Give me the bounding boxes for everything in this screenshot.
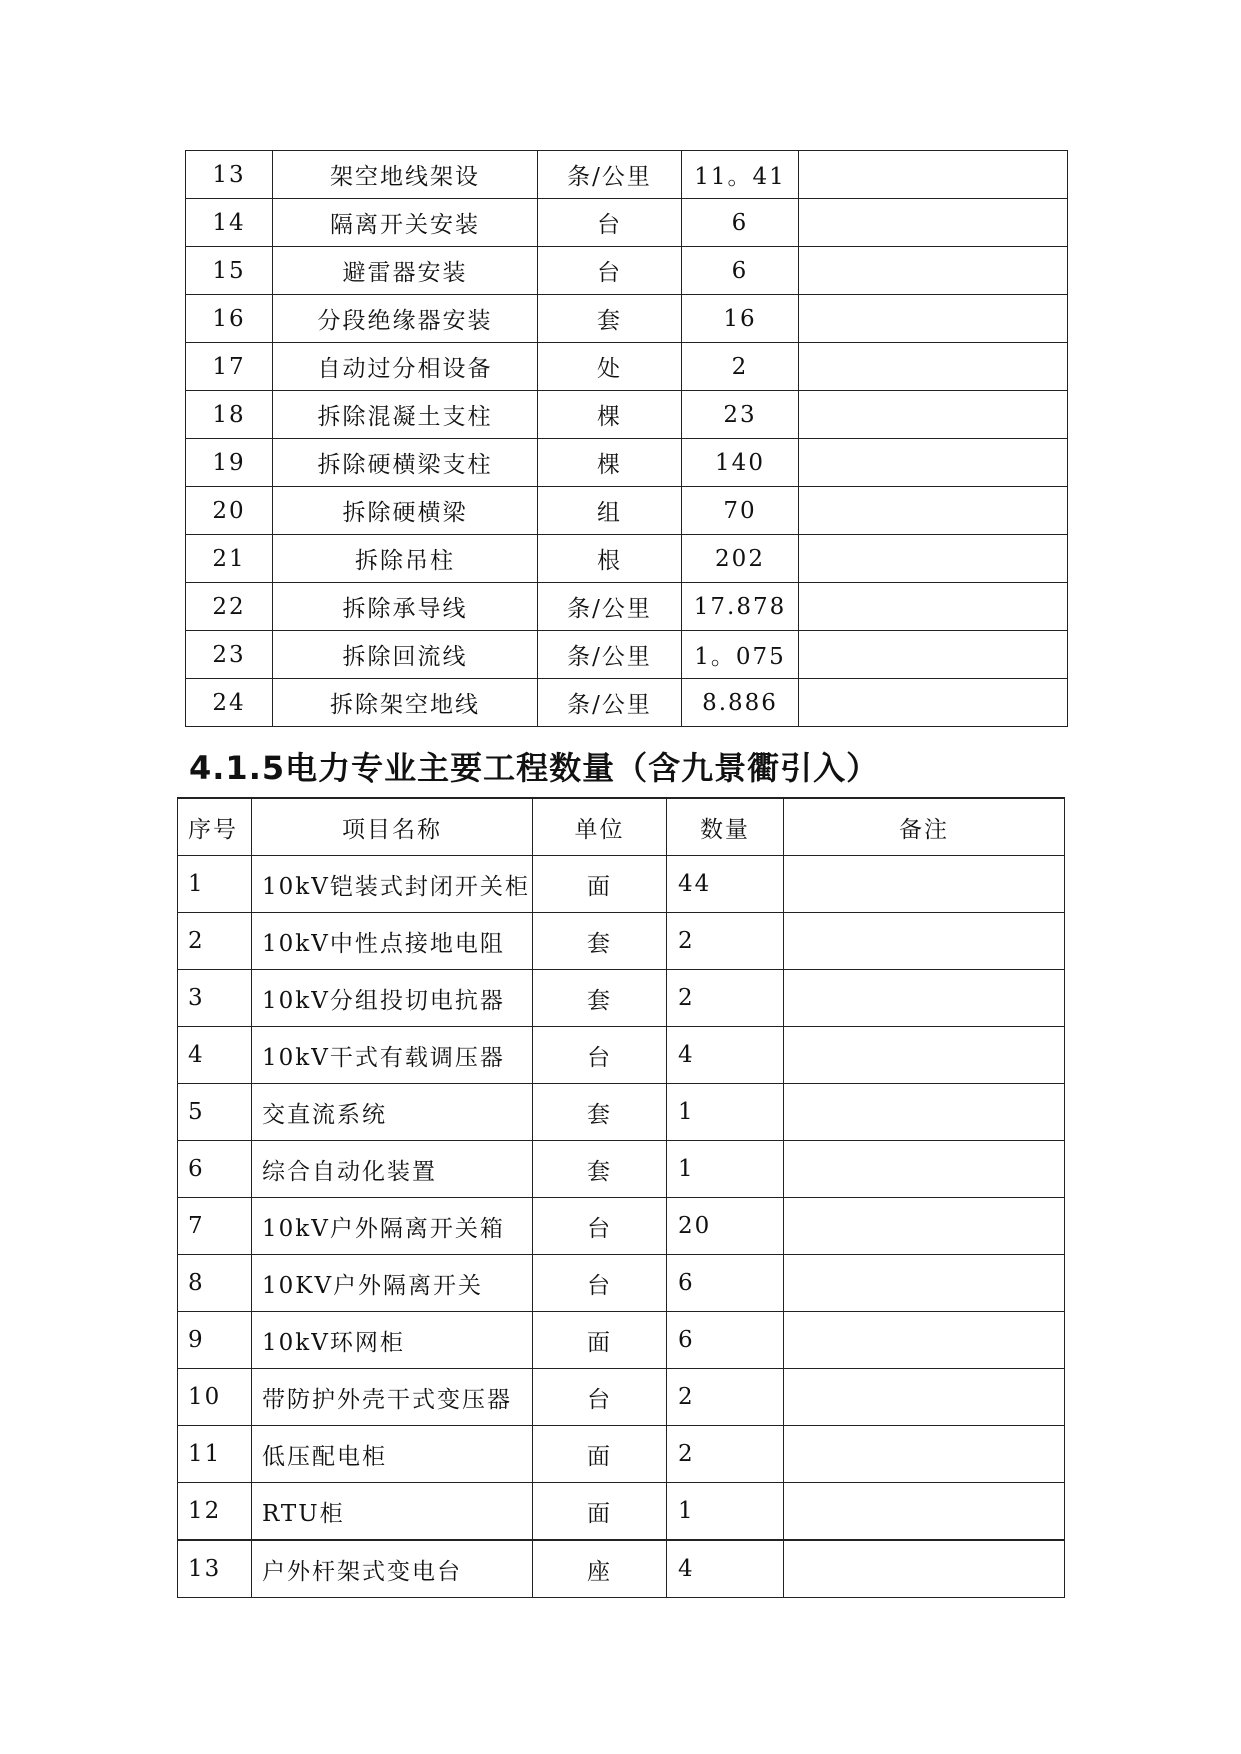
table-header-row <box>178 798 1065 856</box>
table-row <box>178 1027 1065 1084</box>
cell-unit: 套 <box>533 1141 667 1198</box>
cell-name: 10KV户外隔离开关 <box>252 1255 533 1312</box>
cell-name: 交直流系统 <box>252 1084 533 1141</box>
cell-qty: 23 <box>682 391 799 439</box>
cell-note <box>799 343 1068 391</box>
table-row <box>178 1540 1065 1598</box>
cell-name: 架空地线架设 <box>273 151 538 199</box>
cell-name: 综合自动化装置 <box>252 1141 533 1198</box>
cell-unit: 台 <box>538 247 682 295</box>
cell-note <box>799 583 1068 631</box>
cell-name: RTU柜 <box>252 1483 533 1541</box>
cell-qty: 1 <box>667 1084 784 1141</box>
header-qty: 数量 <box>667 798 784 856</box>
cell-no: 3 <box>178 970 252 1027</box>
table-row <box>186 631 1068 679</box>
table-row <box>178 856 1065 913</box>
cell-qty: 1。075 <box>682 631 799 679</box>
cell-note <box>784 1084 1065 1141</box>
cell-unit: 台 <box>533 1369 667 1426</box>
cell-name: 带防护外壳干式变压器 <box>252 1369 533 1426</box>
cell-note <box>784 1483 1065 1541</box>
cell-qty: 70 <box>682 487 799 535</box>
table-row <box>186 343 1068 391</box>
cell-unit: 面 <box>533 856 667 913</box>
cell-unit: 条/公里 <box>538 679 682 727</box>
cell-unit: 台 <box>533 1198 667 1255</box>
table-row <box>186 535 1068 583</box>
cell-name: 低压配电柜 <box>252 1426 533 1483</box>
cell-qty: 6 <box>667 1255 784 1312</box>
cell-qty: 4 <box>667 1027 784 1084</box>
cell-note <box>799 535 1068 583</box>
cell-note <box>784 1540 1065 1598</box>
cell-no: 6 <box>178 1141 252 1198</box>
cell-note <box>799 247 1068 295</box>
cell-note <box>799 679 1068 727</box>
table-row <box>178 1141 1065 1198</box>
cell-no: 2 <box>178 913 252 970</box>
cell-qty: 6 <box>667 1312 784 1369</box>
cell-unit: 面 <box>533 1483 667 1541</box>
cell-unit: 根 <box>538 535 682 583</box>
cell-no: 16 <box>186 295 273 343</box>
cell-name: 10kV干式有载调压器 <box>252 1027 533 1084</box>
power-engineering-quantity-table <box>177 797 1065 1598</box>
cell-unit: 面 <box>533 1426 667 1483</box>
cell-unit: 棵 <box>538 391 682 439</box>
cell-name: 避雷器安装 <box>273 247 538 295</box>
cell-name: 拆除架空地线 <box>273 679 538 727</box>
cell-no: 19 <box>186 439 273 487</box>
table-row <box>178 1198 1065 1255</box>
table-row <box>186 391 1068 439</box>
table-row <box>186 199 1068 247</box>
cell-name: 拆除硬横梁支柱 <box>273 439 538 487</box>
cell-unit: 处 <box>538 343 682 391</box>
cell-no: 22 <box>186 583 273 631</box>
table-row <box>186 679 1068 727</box>
cell-qty: 2 <box>682 343 799 391</box>
cell-qty: 2 <box>667 970 784 1027</box>
table-row <box>186 295 1068 343</box>
cell-note <box>799 391 1068 439</box>
cell-no: 21 <box>186 535 273 583</box>
cell-unit: 条/公里 <box>538 631 682 679</box>
cell-no: 8 <box>178 1255 252 1312</box>
cell-note <box>799 199 1068 247</box>
cell-unit: 套 <box>538 295 682 343</box>
cell-no: 24 <box>186 679 273 727</box>
cell-qty: 2 <box>667 1426 784 1483</box>
table-row <box>186 247 1068 295</box>
cell-qty: 6 <box>682 199 799 247</box>
cell-no: 14 <box>186 199 273 247</box>
cell-unit: 条/公里 <box>538 151 682 199</box>
cell-note <box>784 970 1065 1027</box>
table-row <box>178 1426 1065 1483</box>
cell-unit: 台 <box>538 199 682 247</box>
table-row <box>178 1369 1065 1426</box>
cell-note <box>799 631 1068 679</box>
table-row <box>186 439 1068 487</box>
cell-name: 拆除承导线 <box>273 583 538 631</box>
cell-no: 11 <box>178 1426 252 1483</box>
cell-qty: 2 <box>667 1369 784 1426</box>
cell-qty: 1 <box>667 1141 784 1198</box>
cell-unit: 座 <box>533 1540 667 1598</box>
cell-note <box>784 1255 1065 1312</box>
table-row <box>178 1483 1065 1541</box>
cell-no: 10 <box>178 1369 252 1426</box>
table-row <box>178 1255 1065 1312</box>
cell-qty: 140 <box>682 439 799 487</box>
cell-no: 4 <box>178 1027 252 1084</box>
cell-note <box>784 856 1065 913</box>
cell-no: 15 <box>186 247 273 295</box>
cell-name: 拆除硬横梁 <box>273 487 538 535</box>
cell-qty: 44 <box>667 856 784 913</box>
cell-unit: 套 <box>533 1084 667 1141</box>
cell-no: 7 <box>178 1198 252 1255</box>
table-row <box>178 913 1065 970</box>
table-row <box>178 1084 1065 1141</box>
cell-qty: 8.886 <box>682 679 799 727</box>
cell-name: 户外杆架式变电台 <box>252 1540 533 1598</box>
cell-no: 20 <box>186 487 273 535</box>
cell-qty: 202 <box>682 535 799 583</box>
cell-no: 18 <box>186 391 273 439</box>
cell-note <box>799 151 1068 199</box>
cell-name: 自动过分相设备 <box>273 343 538 391</box>
cell-note <box>784 1426 1065 1483</box>
cell-no: 13 <box>178 1540 252 1598</box>
cell-unit: 组 <box>538 487 682 535</box>
cell-name: 隔离开关安装 <box>273 199 538 247</box>
cell-qty: 6 <box>682 247 799 295</box>
table-row <box>186 583 1068 631</box>
cell-qty: 11。41 <box>682 151 799 199</box>
cell-name: 10kV环网柜 <box>252 1312 533 1369</box>
cell-note <box>784 1141 1065 1198</box>
cell-name: 10kV户外隔离开关箱 <box>252 1198 533 1255</box>
section-heading: 4.1.5电力专业主要工程数量（含九景衢引入） <box>189 749 880 787</box>
cell-no: 13 <box>186 151 273 199</box>
cell-note <box>784 1312 1065 1369</box>
cell-unit: 套 <box>533 913 667 970</box>
cell-name: 拆除混凝土支柱 <box>273 391 538 439</box>
cell-no: 1 <box>178 856 252 913</box>
cell-name: 拆除吊柱 <box>273 535 538 583</box>
cell-note <box>784 1027 1065 1084</box>
cell-unit: 台 <box>533 1027 667 1084</box>
cell-unit: 条/公里 <box>538 583 682 631</box>
cell-note <box>799 295 1068 343</box>
cell-qty: 20 <box>667 1198 784 1255</box>
cell-qty: 17.878 <box>682 583 799 631</box>
header-unit: 单位 <box>533 798 667 856</box>
table-row <box>178 970 1065 1027</box>
cell-name: 10kV中性点接地电阻 <box>252 913 533 970</box>
cell-no: 12 <box>178 1483 252 1541</box>
cell-note <box>784 913 1065 970</box>
cell-name: 10kV分组投切电抗器 <box>252 970 533 1027</box>
cell-qty: 16 <box>682 295 799 343</box>
cell-unit: 套 <box>533 970 667 1027</box>
cell-qty: 2 <box>667 913 784 970</box>
cell-note <box>784 1198 1065 1255</box>
overhead-line-quantity-table <box>185 150 1068 727</box>
cell-no: 9 <box>178 1312 252 1369</box>
cell-name: 10kV铠装式封闭开关柜 <box>252 856 533 913</box>
cell-note <box>799 487 1068 535</box>
cell-unit: 面 <box>533 1312 667 1369</box>
cell-no: 23 <box>186 631 273 679</box>
table-row <box>186 487 1068 535</box>
cell-unit: 棵 <box>538 439 682 487</box>
cell-no: 17 <box>186 343 273 391</box>
table-row <box>186 151 1068 199</box>
cell-qty: 1 <box>667 1483 784 1541</box>
cell-name: 拆除回流线 <box>273 631 538 679</box>
header-no: 序号 <box>178 798 252 856</box>
table-row <box>178 1312 1065 1369</box>
cell-note <box>799 439 1068 487</box>
cell-note <box>784 1369 1065 1426</box>
cell-qty: 4 <box>667 1540 784 1598</box>
header-name: 项目名称 <box>252 798 533 856</box>
cell-unit: 台 <box>533 1255 667 1312</box>
header-note: 备注 <box>784 798 1065 856</box>
cell-no: 5 <box>178 1084 252 1141</box>
cell-name: 分段绝缘器安装 <box>273 295 538 343</box>
